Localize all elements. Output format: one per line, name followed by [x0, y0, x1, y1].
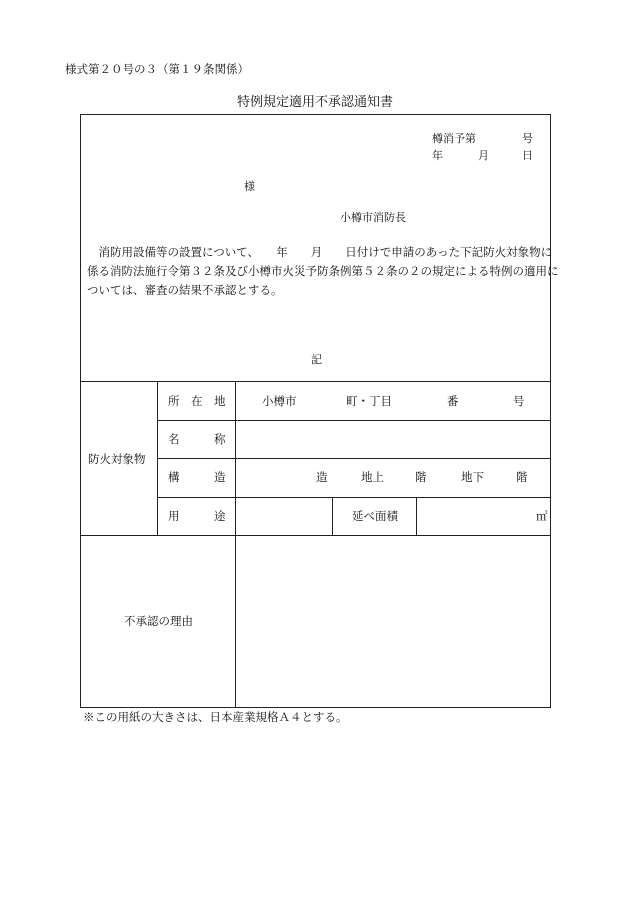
rejection-reason-label: 不承認の理由 — [124, 614, 193, 628]
location-city: 小樽市 — [262, 394, 297, 408]
date-year: 年 — [432, 149, 443, 162]
notice-body-line: 消防用設備等の設置について、 年 月 日付けで申請のあった下記防火対象物に — [87, 245, 553, 259]
sender-name: 小樽市消防長 — [340, 211, 406, 224]
footnote: ※この用紙の大きさは、日本産業規格Ａ４とする。 — [83, 710, 348, 724]
location-cho: 町・丁目 — [346, 394, 392, 408]
name-label: 名 称 — [168, 432, 226, 446]
location-go: 号 — [513, 394, 525, 408]
floor-area-label: 延べ面積 — [352, 509, 398, 523]
notice-body-line: 係る消防法施行令第３２条及び小樽市火災予防条例第５２条の２の規定による特例の適用に — [87, 264, 559, 278]
location-ban: 番 — [447, 394, 459, 408]
date-day: 日 — [522, 149, 533, 162]
structure-below-ground: 地下 — [461, 470, 484, 484]
table-top-line — [80, 381, 551, 382]
floor-area-unit: ㎡ — [536, 509, 548, 523]
structure-label: 構 造 — [168, 470, 226, 484]
row-divider — [157, 420, 551, 421]
location-label: 所 在 地 — [168, 394, 226, 408]
target-building-label: 防火対象物 — [88, 452, 146, 466]
notice-body-line: ついては、審査の結果不承認とする。 — [87, 283, 283, 297]
document-title: 特例規定適用不承認通知書 — [236, 95, 393, 110]
date-month: 月 — [478, 149, 489, 162]
structure-floor-above: 階 — [415, 470, 427, 484]
addressee-honorific: 様 — [244, 180, 255, 193]
notice-body — [87, 243, 559, 300]
column-divider — [157, 381, 158, 535]
row-divider — [157, 458, 551, 459]
use-label: 用 途 — [168, 509, 226, 523]
structure-floor-below: 階 — [516, 470, 528, 484]
form-number: 様式第２０号の３（第１９条関係） — [65, 62, 249, 76]
column-divider — [332, 497, 333, 535]
doc-number-prefix: 樽消予第 — [432, 132, 476, 145]
column-divider — [416, 497, 417, 535]
row-divider — [80, 535, 551, 536]
row-divider — [157, 497, 551, 498]
structure-above-ground: 地上 — [361, 470, 384, 484]
column-divider — [235, 381, 236, 708]
doc-number-suffix: 号 — [522, 132, 533, 145]
ki-mark: 記 — [311, 353, 322, 366]
structure-zou: 造 — [316, 470, 328, 484]
